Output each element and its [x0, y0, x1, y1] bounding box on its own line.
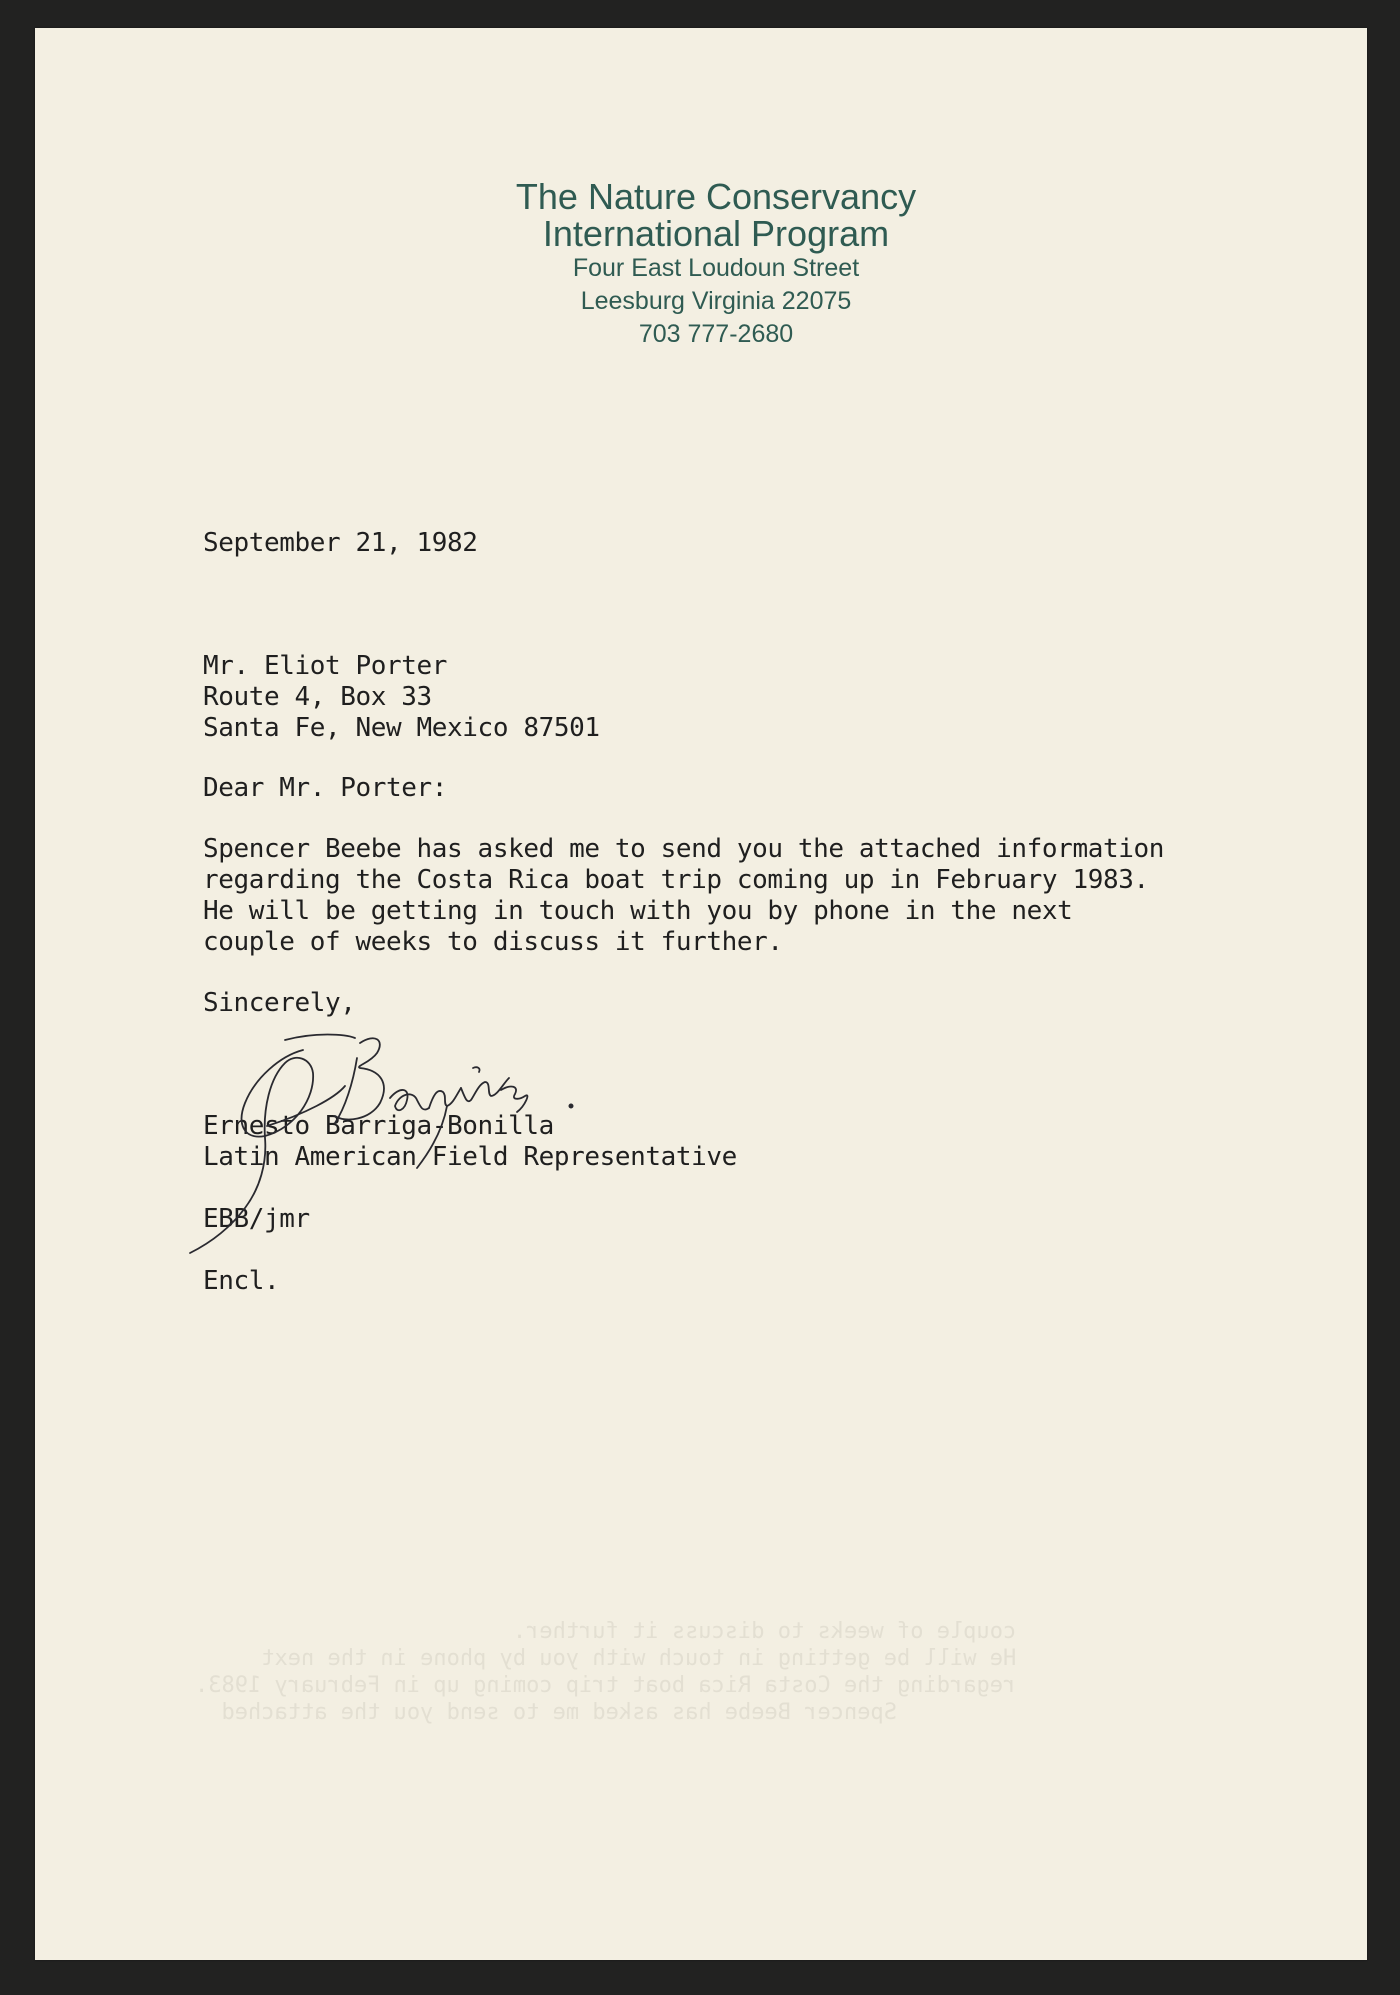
- body-line: couple of weeks to discuss it further.: [203, 927, 783, 957]
- letterhead-city: Leesburg Virginia 22075: [580, 287, 852, 315]
- signer-title: Latin American Field Representative: [203, 1142, 737, 1172]
- body-line: Spencer Beebe has asked me to send you the attached information: [203, 834, 1164, 864]
- salutation: Dear Mr. Porter:: [203, 773, 448, 803]
- signer-name: Ernesto Barriga-Bonilla: [203, 1111, 554, 1141]
- show-through-text: couple of weeks to discuss it further. He will be getting in touch with you by phone in the next regarding the Costa Rica boat trip coming up in February 1983. Spencer Beebe has asked me to send you the attached: [195, 1619, 1017, 1725]
- recipient-street: Route 4, Box 33: [203, 682, 432, 712]
- recipient-name: Mr. Eliot Porter: [203, 651, 448, 681]
- letterhead-street: Four East Loudoun Street: [572, 254, 860, 282]
- enclosure-note: Encl.: [203, 1266, 280, 1296]
- letterhead: [35, 178, 1367, 351]
- recipient-city: Santa Fe, New Mexico 87501: [203, 713, 600, 743]
- recipient-address: [203, 651, 600, 744]
- body-line: regarding the Costa Rica boat trip coming up in February 1983.: [203, 865, 1149, 895]
- letter-page: [35, 28, 1367, 1960]
- letter-date: September 21, 1982: [203, 528, 478, 558]
- handwritten-signature: [185, 1028, 645, 1258]
- letterhead-program: International Program: [542, 213, 890, 254]
- body-line: He will be getting in touch with you by phone in the next: [203, 896, 1073, 926]
- letterhead-phone: 703 777-2680: [638, 320, 794, 348]
- closing: Sincerely,: [203, 988, 356, 1018]
- letterhead-org-name: The Nature Conservancy: [515, 176, 917, 217]
- letter-body: [203, 834, 1164, 958]
- typist-initials: EBB/jmr: [203, 1204, 310, 1234]
